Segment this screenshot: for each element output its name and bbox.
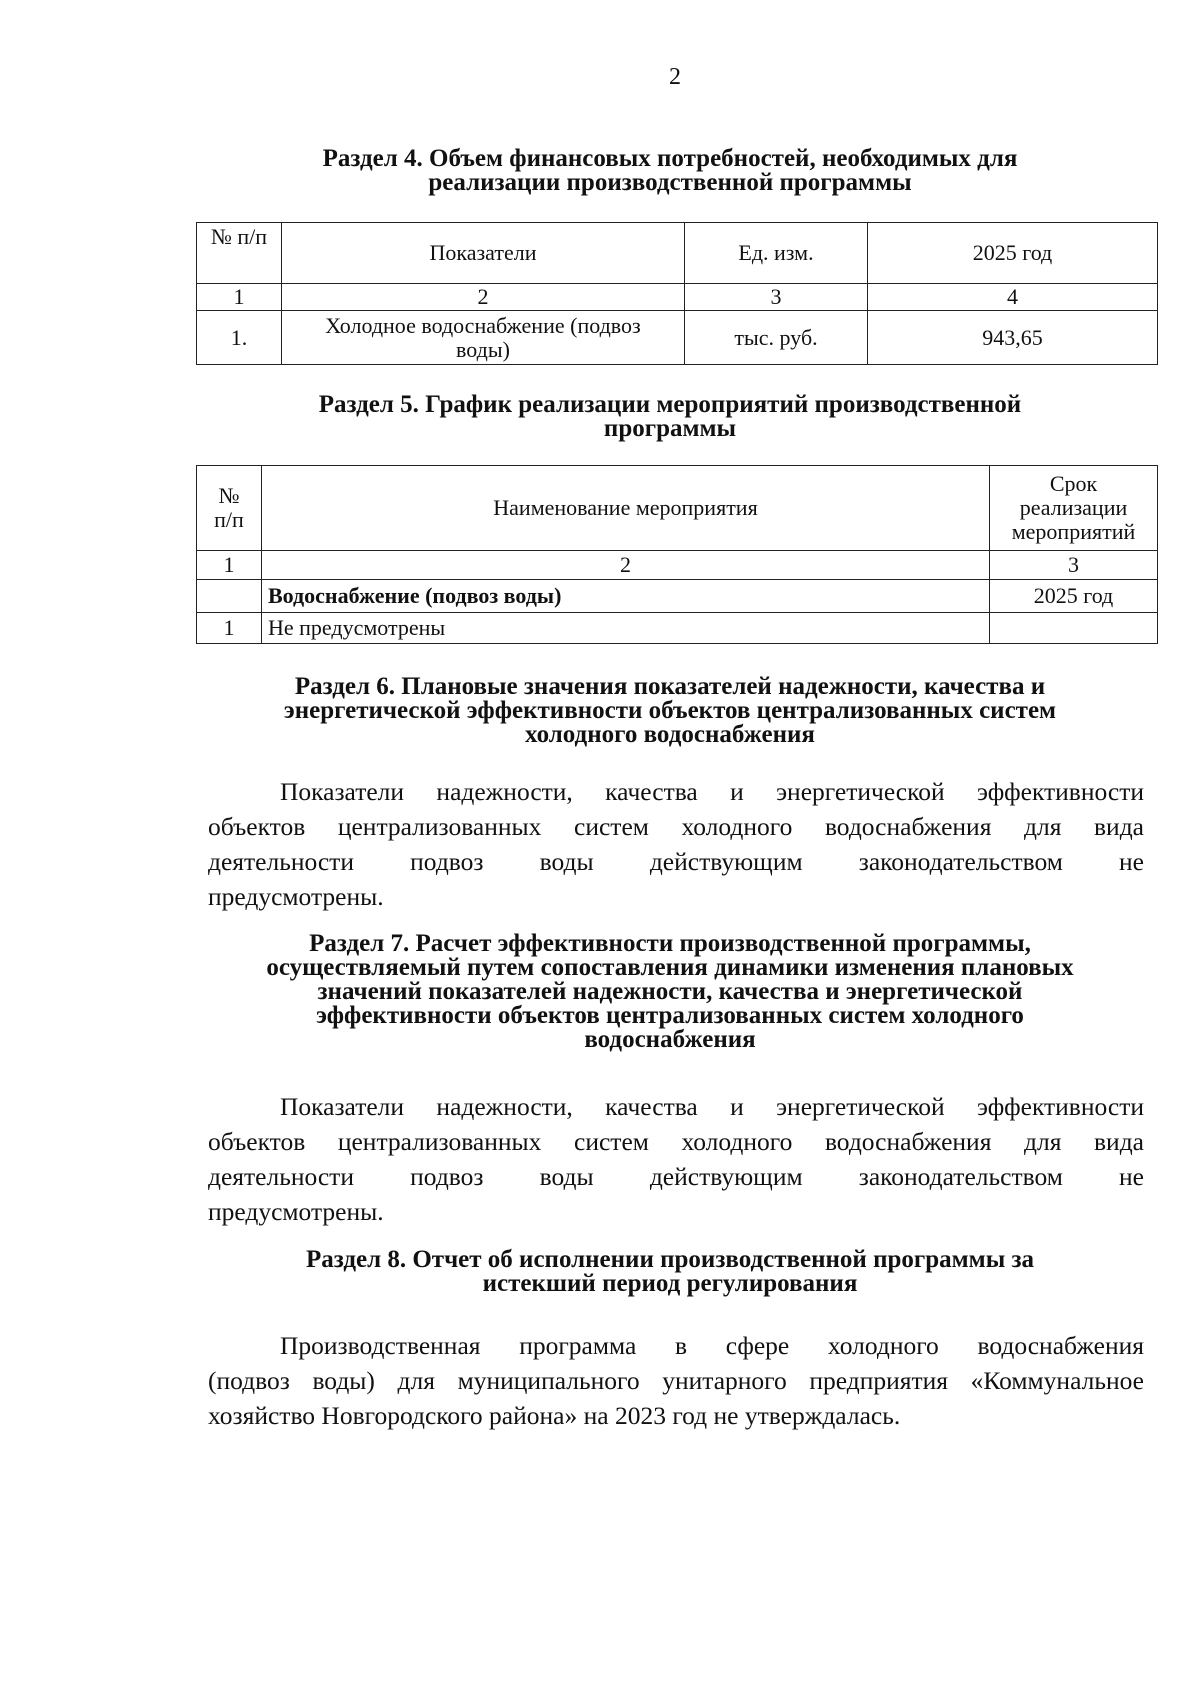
section4-title-line1: Раздел 4. Объем финансовых потребностей, необходимых для (322, 145, 1018, 172)
page-number: 2 (669, 64, 681, 90)
schedule-item-term (990, 613, 1158, 644)
section7-title-line4: эффективности объектов централизованных систем холодного (316, 1002, 1024, 1029)
section6-text-line4: предусмотрены. (208, 882, 384, 911)
schedule-header-term (990, 466, 1158, 551)
section7-text-line2: объектов централизованных систем холодного водоснабжения для вида (208, 1127, 1144, 1156)
schedule-header-num-line1: № (218, 483, 240, 508)
schedule-colnum-1: 1 (197, 551, 262, 580)
finance-row-num: 1. (197, 311, 282, 365)
section7-title-line1: Раздел 7. Расчет эффективности производственной программы, (309, 930, 1031, 957)
section7-title-line2: осуществляемый путем сопоставления динамики изменения плановых (266, 954, 1074, 981)
section8-text-line1: Производственная программа в сфере холодного водоснабжения (280, 1331, 1144, 1360)
finance-table (196, 222, 1158, 365)
section6-text (208, 774, 1144, 914)
schedule-group-term: 2025 год (990, 580, 1158, 613)
schedule-group-name: Водоснабжение (подвоз воды) (262, 580, 990, 613)
section6-text-line2: объектов централизованных систем холодного водоснабжения для вида (208, 812, 1144, 841)
schedule-header-num-line2: п/п (214, 507, 244, 532)
section7-text-line1: Показатели надежности, качества и энергетической эффективности (280, 1092, 1144, 1121)
section7-text-line3: деятельности подвоз воды действующим законодательством не (208, 1162, 1144, 1191)
schedule-colnum-3: 3 (990, 551, 1158, 580)
section6-text-line1: Показатели надежности, качества и энергетической эффективности (280, 777, 1144, 806)
finance-row-indicator-line2: воды) (456, 336, 510, 362)
section4-title-line2: реализации производственной программы (428, 169, 912, 196)
schedule-header-term-line1: Срок (1049, 471, 1098, 496)
section7-text-line4: предусмотрены. (208, 1197, 384, 1226)
finance-colnum-3: 3 (685, 284, 868, 311)
schedule-group-num (197, 580, 262, 613)
section6-text-line3: деятельности подвоз воды действующим законодательством не (208, 847, 1144, 876)
section7-text (208, 1089, 1144, 1229)
section5-title-line2: программы (603, 415, 737, 442)
finance-header-unit: Ед. изм. (685, 223, 868, 284)
finance-row-indicator-line1: Холодное водоснабжение (подвоз (325, 312, 641, 338)
finance-colnum-2: 2 (282, 284, 685, 311)
section7-title-line5: водоснабжения (584, 1026, 756, 1053)
section8-title-line1: Раздел 8. Отчет об исполнении производственной программы за (305, 1246, 1035, 1273)
finance-colnum-1: 1 (197, 284, 282, 311)
section8-title (180, 1248, 1160, 1296)
finance-row-value: 943,65 (868, 311, 1158, 365)
section6-title (180, 675, 1160, 747)
finance-row-unit: тыс. руб. (685, 311, 868, 365)
table-row (197, 311, 1158, 365)
section8-text-line2: (подвоз воды) для муниципального унитарного предприятия «Коммунальное (208, 1366, 1144, 1395)
section6-title-line1: Раздел 6. Плановые значения показателей надежности, качества и (294, 673, 1046, 700)
section5-title (180, 393, 1160, 441)
section8-title-line2: истекший период регулирования (482, 1270, 858, 1297)
finance-header-year: 2025 год (868, 223, 1158, 284)
finance-header-num: № п/п (197, 223, 282, 284)
schedule-item-name: Не предусмотрены (262, 613, 990, 644)
section6-title-line2: энергетической эффективности объектов централизованных систем (283, 697, 1057, 724)
finance-header-indicator: Показатели (282, 223, 685, 284)
section6-title-line3: холодного водоснабжения (525, 721, 815, 748)
table-row (197, 580, 1158, 613)
schedule-colnum-2: 2 (262, 551, 990, 580)
schedule-header-name: Наименование мероприятия (262, 466, 990, 551)
schedule-header-term-line3: мероприятий (1011, 519, 1136, 544)
table-row (197, 613, 1158, 644)
finance-row-indicator (282, 311, 685, 365)
section4-title (180, 147, 1160, 195)
section8-text-line3: хозяйство Новгородского района» на 2023 год не утверждалась. (208, 1401, 901, 1430)
schedule-item-num: 1 (197, 613, 262, 644)
schedule-header-term-line2: реализации (1019, 495, 1128, 520)
schedule-table (196, 465, 1158, 644)
section7-title-line3: значений показателей надежности, качества и энергетической (317, 978, 1023, 1005)
finance-colnum-4: 4 (868, 284, 1158, 311)
section7-title (180, 932, 1160, 1052)
section5-title-line1: Раздел 5. График реализации мероприятий производственной (318, 391, 1022, 418)
section8-text (208, 1328, 1144, 1433)
schedule-header-num (197, 466, 262, 551)
